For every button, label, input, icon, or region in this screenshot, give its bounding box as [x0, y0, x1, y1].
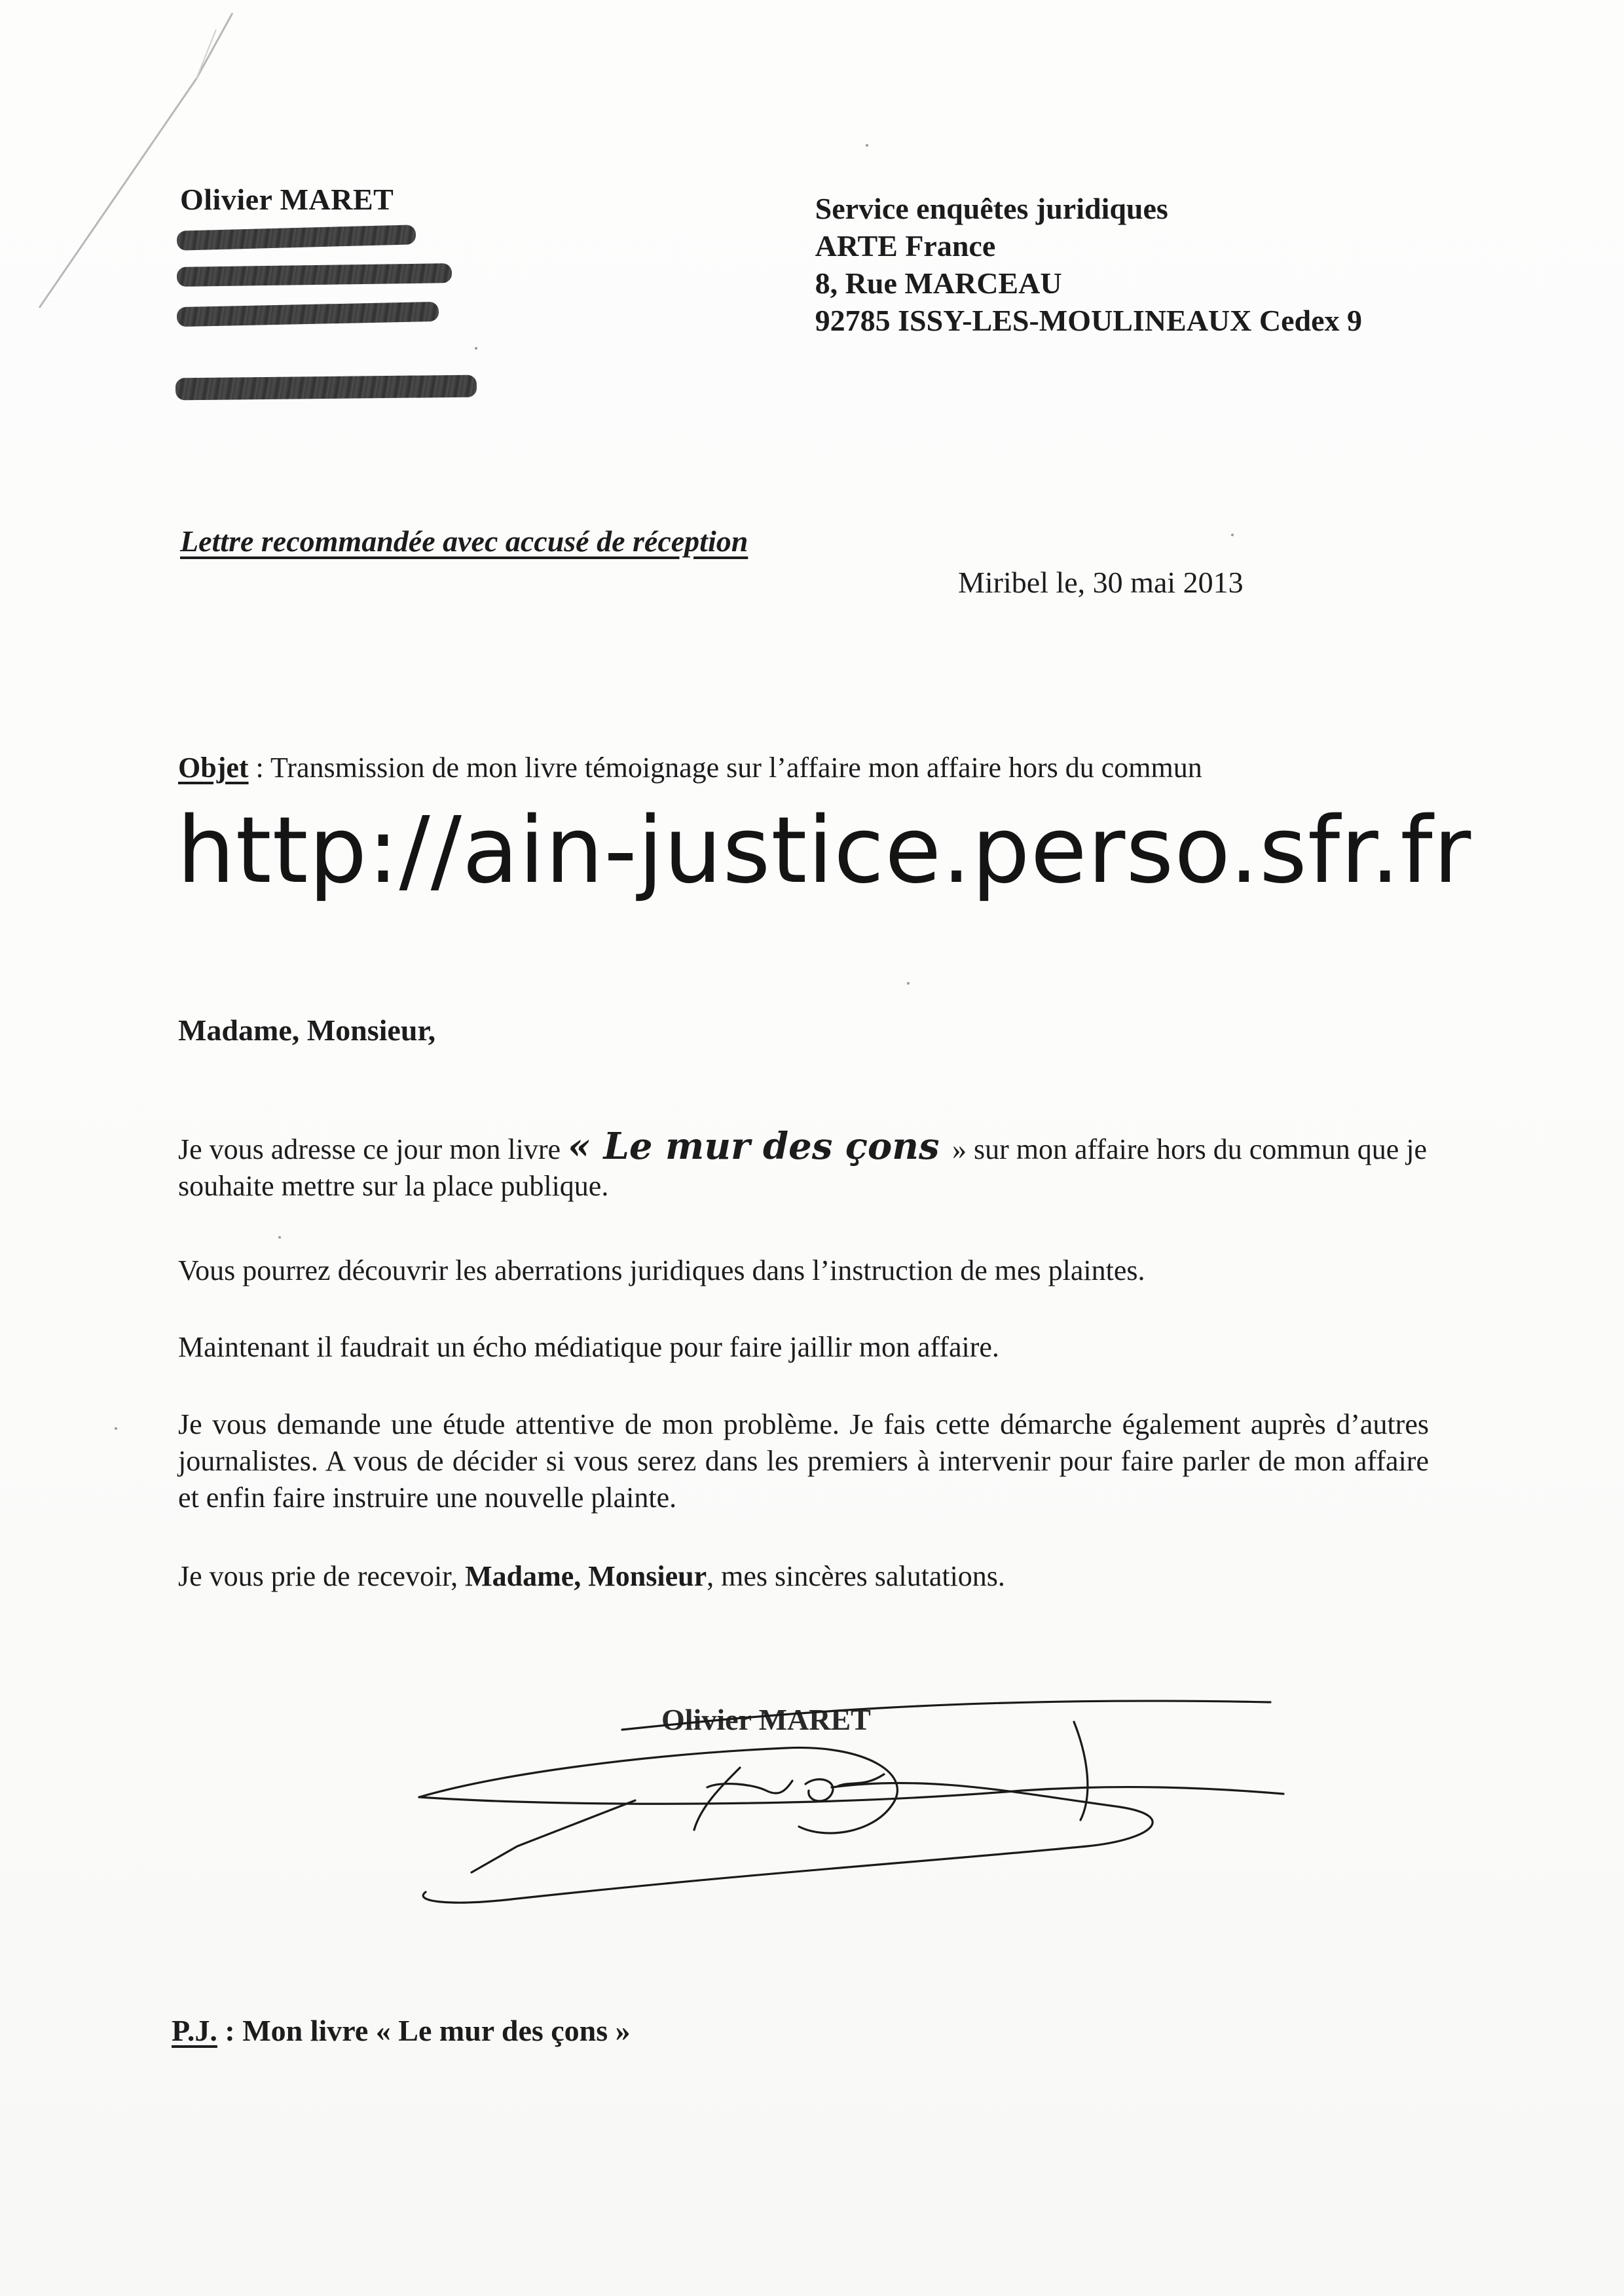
recipient-line: ARTE France	[815, 229, 996, 263]
paragraph-text: Je vous prie de recevoir,	[178, 1560, 466, 1592]
recipient-line: 8, Rue MARCEAU	[815, 266, 1062, 300]
body-paragraph: Vous pourrez découvrir les aberrations juridiques dans l’instruction de mes plaintes.	[178, 1254, 1145, 1286]
recipient-line: 92785 ISSY-LES-MOULINEAUX Cedex 9	[815, 304, 1362, 337]
body-paragraph	[178, 1125, 1429, 1205]
subject-separator: :	[248, 752, 270, 784]
subject-line	[178, 751, 1202, 784]
redacted-phone-line	[175, 375, 477, 401]
website-url[interactable]: http://ain-justice.perso.sfr.fr	[177, 797, 1472, 904]
recipient-address	[815, 190, 1362, 339]
subject-text: Transmission de mon livre témoignage sur l’affaire mon affaire hors du commun	[270, 752, 1202, 784]
attachment-line	[172, 2013, 631, 2048]
attachment-separator: :	[217, 2014, 243, 2047]
paper-speck	[278, 1236, 281, 1239]
paragraph-text: , mes sincères salutations.	[707, 1560, 1005, 1592]
closing-paragraph	[178, 1558, 1429, 1595]
body-paragraph: Maintenant il faudrait un écho médiatique pour faire jaillir mon affaire.	[178, 1331, 999, 1363]
paper-speck	[1231, 534, 1234, 536]
redacted-address-line	[177, 263, 452, 287]
subject-label: Objet	[178, 752, 249, 784]
body-paragraph: Je vous demande une étude attentive de mon problème. Je fais cette démarche également auprès d’autres journalistes. A vous de décider si vous serez dans les premiers à intervenir pour faire parler de mon affaire et enfin faire instruire une nouvelle plainte.	[178, 1408, 1429, 1514]
paper-speck	[866, 144, 868, 147]
paragraph-text: » sur mon affaire hors du commun que je souhaite mettre sur la place publique.	[178, 1133, 1428, 1202]
sender-name: Olivier MARET	[180, 183, 394, 216]
recipient-line: Service enquêtes juridiques	[815, 192, 1168, 225]
registered-mail-note: Lettre recommandée avec accusé de réception	[180, 524, 748, 558]
paper-speck	[907, 982, 910, 985]
handwritten-signature	[367, 1676, 1310, 1951]
paper-speck	[475, 347, 477, 350]
addressee-bold: Madame, Monsieur	[465, 1560, 707, 1592]
paragraph-text: Je vous adresse ce jour mon livre	[178, 1133, 568, 1165]
letter-date: Miribel le, 30 mai 2013	[958, 566, 1244, 599]
attachment-label: P.J.	[172, 2014, 217, 2047]
salutation: Madame, Monsieur,	[178, 1013, 436, 1047]
attachment-text: Mon livre « Le mur des çons »	[242, 2014, 631, 2047]
book-title: « Le mur des çons	[568, 1125, 953, 1168]
paper-speck	[115, 1427, 117, 1430]
signature-name: Olivier MARET	[661, 1703, 871, 1736]
paper-fold-mark	[0, 0, 275, 340]
